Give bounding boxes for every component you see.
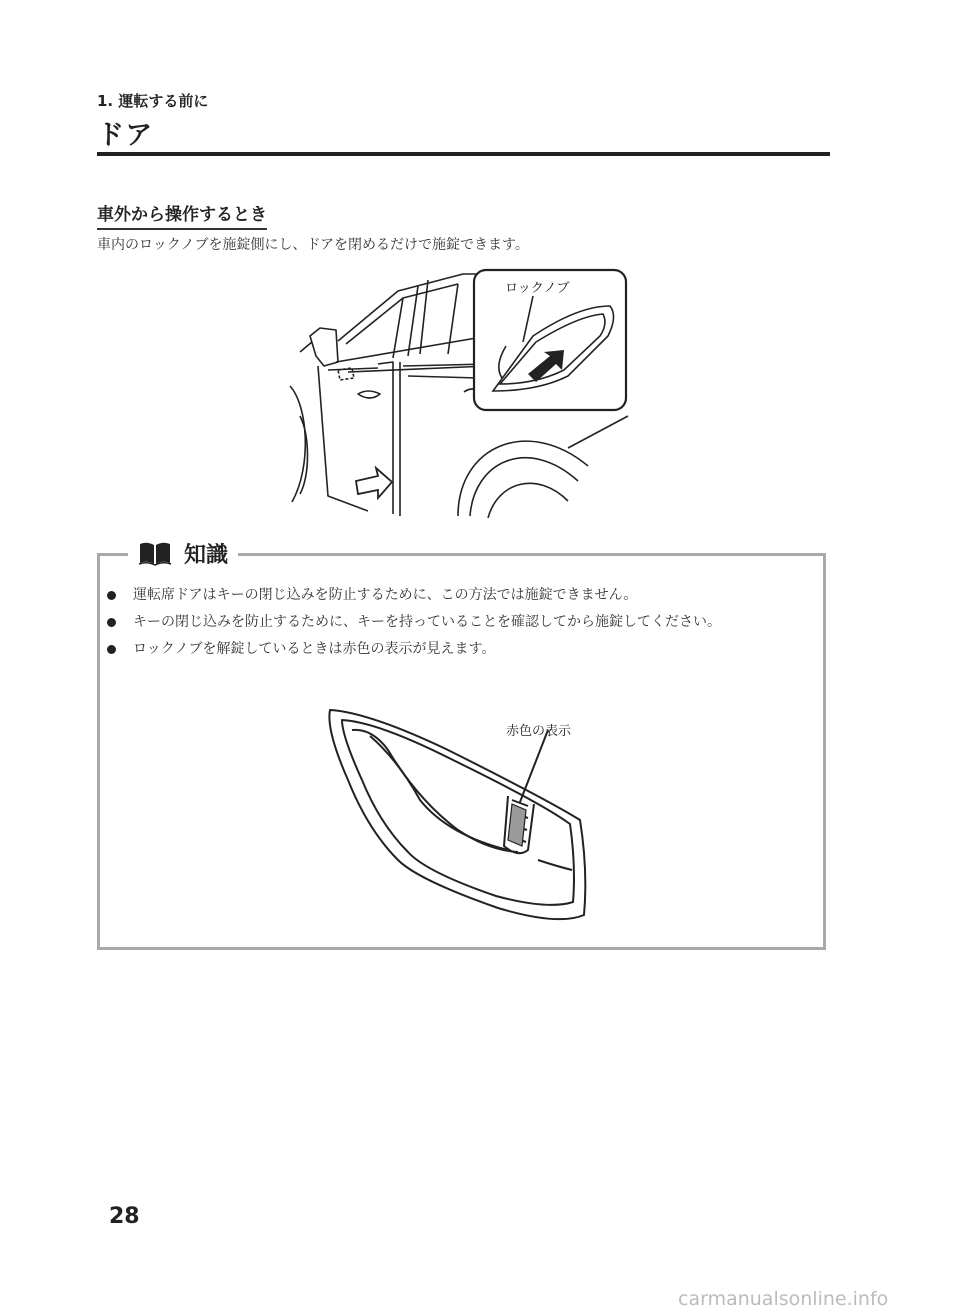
- page-number: 28: [109, 1204, 140, 1229]
- chapter-heading: 1. 運転する前に: [97, 92, 209, 110]
- list-item: キーの閉じ込みを防止するために、キーを持っていることを確認してから施錠してください。: [97, 609, 826, 636]
- list-item: ロックノブを解錠しているときは赤色の表示が見えます。: [97, 636, 826, 663]
- watermark-text: carmanualsonline.info: [678, 1288, 889, 1310]
- knowledge-title: 知識: [184, 542, 229, 568]
- section-heading: 車外から操作するとき: [97, 200, 267, 230]
- book-icon: [138, 540, 172, 566]
- title-rule: [97, 152, 830, 156]
- knowledge-header: [128, 536, 238, 570]
- red-indicator-label: 赤色の表示: [506, 724, 572, 739]
- section-text: 車内のロックノブを施錠側にし、ドアを閉めるだけで施錠できます。: [97, 237, 529, 253]
- car-door-illustration: [288, 266, 633, 518]
- bullet-icon: [107, 645, 116, 654]
- bullet-icon: [107, 591, 116, 600]
- list-item: 運転席ドアはキーの閉じ込みを防止するために、この方法では施錠できません。: [97, 582, 826, 609]
- lock-knob-label: ロックノブ: [505, 281, 570, 296]
- page-title: ドア: [97, 120, 155, 151]
- bullet-icon: [107, 618, 116, 627]
- knowledge-list: [97, 582, 826, 663]
